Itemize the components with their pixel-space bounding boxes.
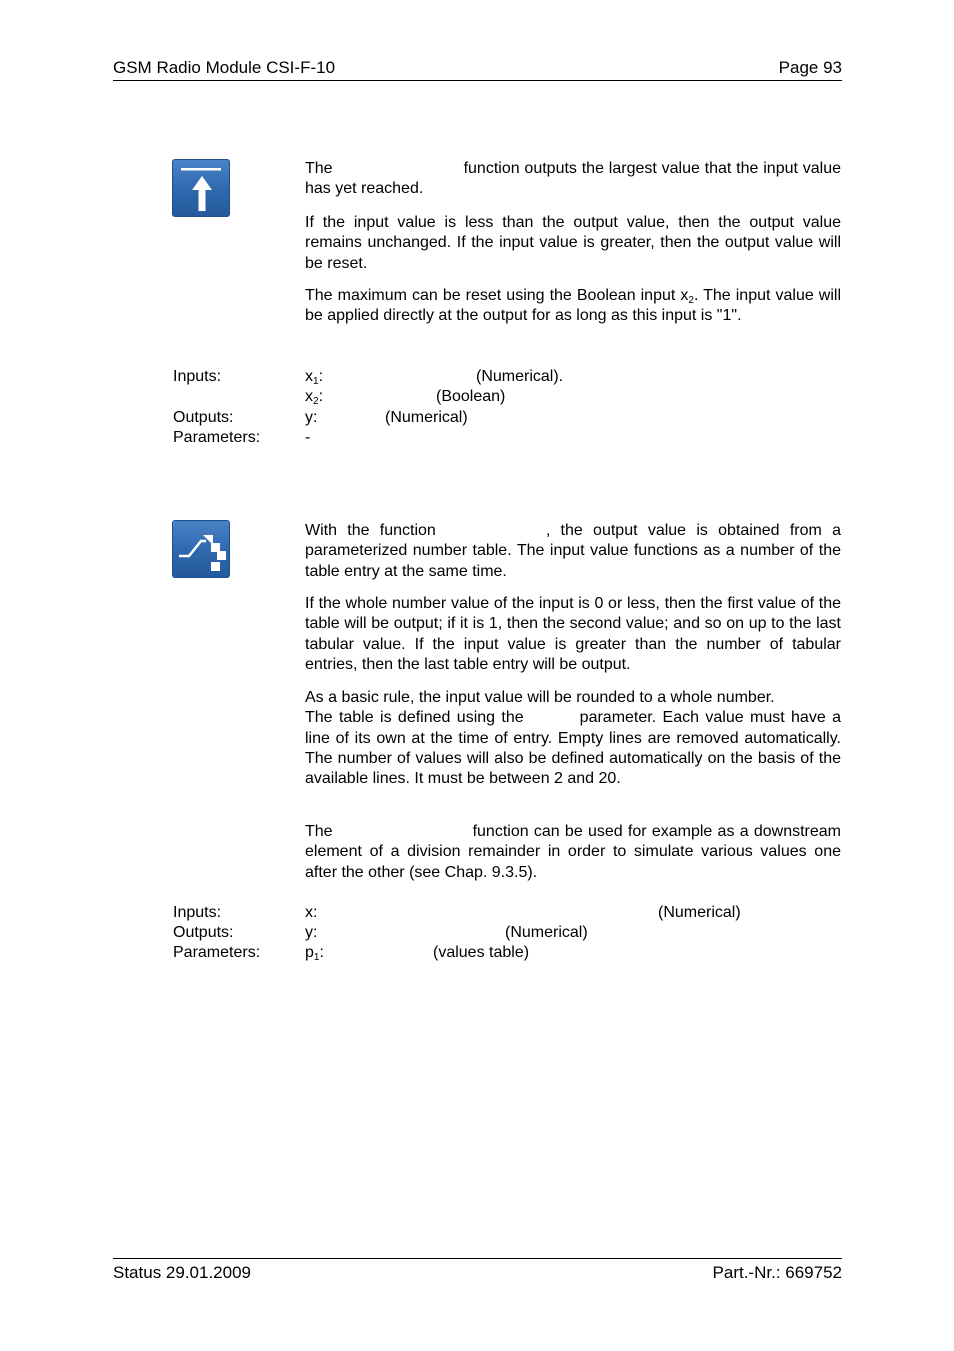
- block2-inputs-label: Inputs:: [173, 904, 222, 921]
- document-title: GSM Radio Module CSI-F-10: [113, 58, 336, 77]
- block2-input-x: x:: [305, 904, 318, 921]
- page-footer: [113, 1258, 842, 1285]
- block2-paragraph-2: If the whole number value of the input is 0 or less, then the first value of the table will be output; if it is 1, then the second value; and so on up to the last tabular value. If the input value is greater than the number of tabular entries, then the last table entry will be output.: [305, 595, 841, 673]
- block1-output-type: (Numerical): [385, 409, 468, 426]
- block1-input-x2: $x_2$:: [305, 388, 324, 407]
- status-date: Status 29.01.2009: [113, 1263, 252, 1282]
- block1-parameters-label: Parameters:: [173, 429, 261, 446]
- block2-parameters-label: Parameters:: [173, 944, 261, 961]
- block1-inputs-label: Inputs:: [173, 368, 222, 385]
- block1-input-x2-type: (Boolean): [436, 388, 506, 405]
- block2-outputs-label: Outputs:: [173, 924, 234, 941]
- block2-output-y: y:: [305, 924, 318, 941]
- part-number: Part.-Nr.: 669752: [712, 1263, 842, 1282]
- block1-outputs-label: Outputs:: [173, 409, 234, 426]
- block1-output-y: y:: [305, 409, 318, 426]
- block2-input-type: (Numerical): [658, 904, 741, 921]
- block2-paragraph-3: As a basic rule, the input value will be rounded to a whole number. The table is defined using the parameter. Each value must have a line of its own at the time of entry. Empty lines are removed automatically. The number of values will also be defined automatically on the basis of the available lines. It must be between 2 and 20.: [305, 689, 841, 788]
- max-arrow-up-icon: [172, 159, 230, 217]
- page-header: [113, 58, 842, 81]
- block1-paragraph-1: The function outputs the largest value that the input value has yet reached.: [305, 160, 841, 198]
- block1-paragraph-3: The maximum can be reset using the Boolean input $x_2$. The input value will be applied directly at the output for as long as this input is "1".: [305, 287, 842, 325]
- table-steps-icon: [172, 520, 230, 578]
- block1-parameter-value: -: [305, 429, 311, 446]
- block2-parameter-p1: $p_1$:: [305, 944, 324, 963]
- block1-input-x1-type: (Numerical).: [476, 368, 564, 385]
- block1-input-x1: $x_1$:: [305, 368, 324, 387]
- block2-parameter-type: (values table): [433, 944, 530, 961]
- block1-paragraph-2: If the input value is less than the output value, then the output value remains unchanged. If the input value is greater, then the output value will be reset.: [305, 214, 841, 272]
- block2-paragraph-4: The function can be used for example as a downstream element of a division remainder in order to simulate various values one after the other (see Chap. 9.3.5).: [305, 823, 841, 881]
- page-number: Page 93: [778, 58, 842, 77]
- block2-output-type: (Numerical): [505, 924, 588, 941]
- block2-paragraph-1: With the function , the output value is obtained from a parameterized number table. The input value functions as a number of the table entry at the same time.: [305, 522, 841, 580]
